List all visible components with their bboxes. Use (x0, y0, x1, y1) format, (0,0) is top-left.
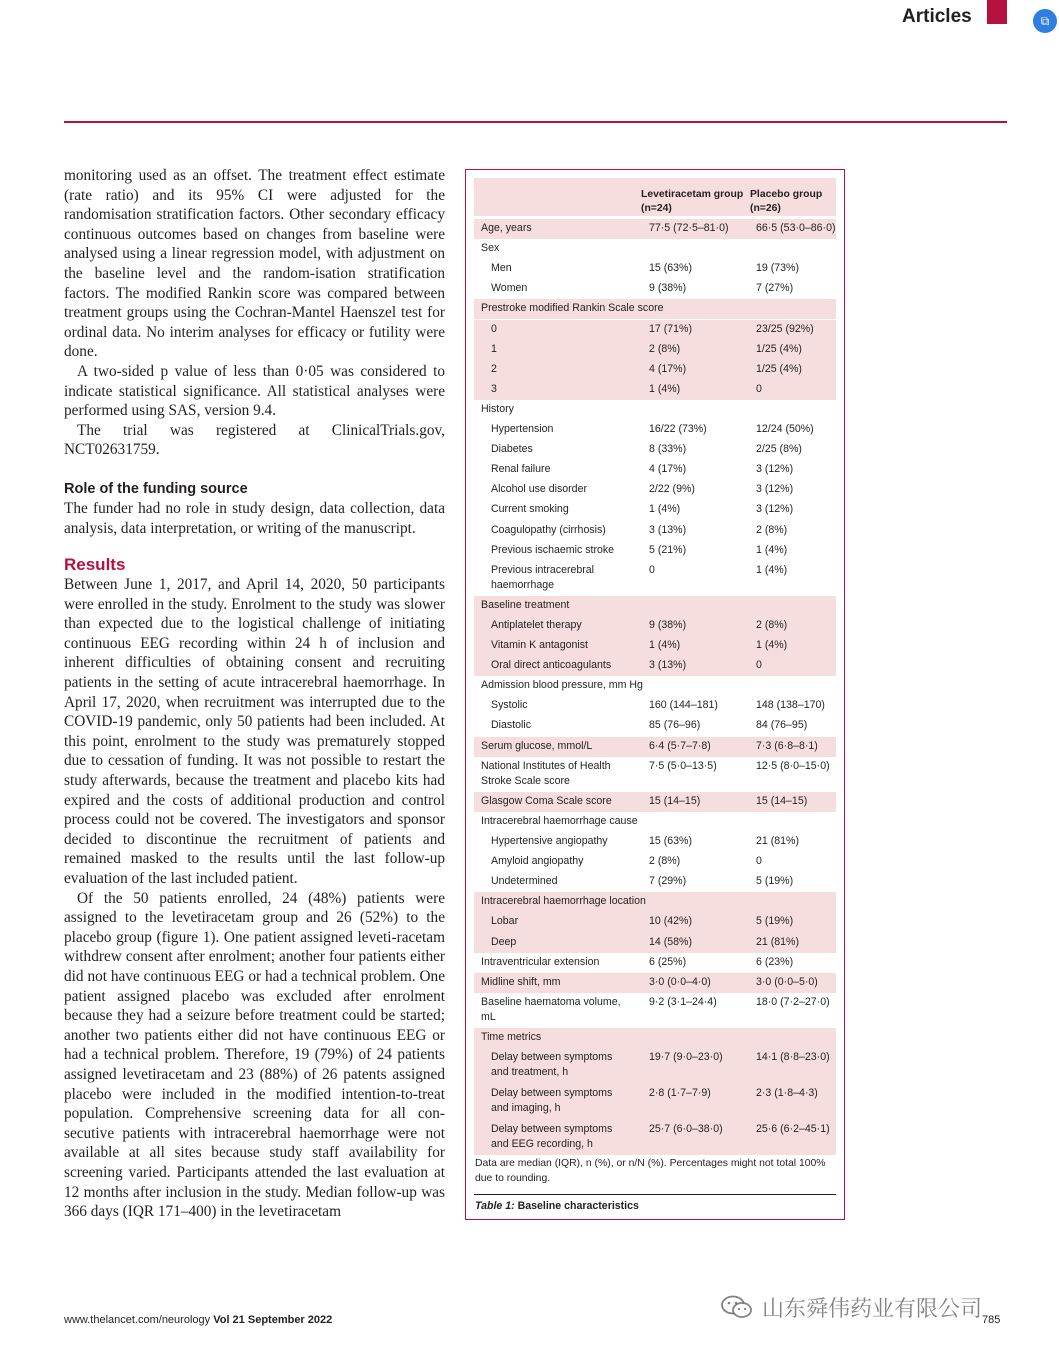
cell-placebo: 21 (81%) (756, 835, 799, 848)
header-rule (64, 121, 1007, 123)
row-label: Deep (491, 935, 517, 948)
cell-levetiracetam: 9·2 (3·1–24·4) (649, 995, 717, 1008)
cell-levetiracetam: 1 (4%) (649, 382, 681, 395)
row-label: Current smoking (491, 503, 569, 516)
row-label: Renal failure (491, 463, 551, 476)
cell-placebo: 3 (12%) (756, 483, 794, 496)
cell-placebo: 1 (4%) (756, 639, 788, 652)
cell-placebo: 2 (8%) (756, 523, 788, 536)
cell-levetiracetam: 2 (8%) (649, 855, 681, 868)
table-header (474, 178, 836, 216)
row-label: Alcohol use disorder (491, 483, 587, 496)
row-label: Undetermined (491, 875, 558, 888)
cell-levetiracetam: 4 (17%) (649, 463, 687, 476)
row-label: Time metrics (481, 1031, 542, 1044)
cell-levetiracetam: 3·0 (0·0–4·0) (649, 975, 711, 988)
row-label: Systolic (491, 699, 528, 712)
table-row (474, 872, 836, 892)
row-label: Hypertension (491, 423, 554, 435)
table-row (474, 1084, 836, 1120)
row-label: Intracerebral haemorrhage location (481, 895, 646, 908)
cell-placebo: 23/25 (92%) (756, 322, 814, 335)
section-label: Articles (902, 6, 972, 27)
watermark-text: 山东舜伟药业有限公司 (762, 1296, 983, 1322)
cell-levetiracetam: 3 (13%) (649, 523, 687, 536)
cell-placebo: 3·0 (0·0–5·0) (756, 975, 818, 988)
row-label: 1 (491, 342, 497, 355)
cell-placebo: 1/25 (4%) (756, 362, 802, 375)
table-row (474, 420, 836, 440)
table-row (474, 500, 836, 520)
cell-levetiracetam: 17 (71%) (649, 322, 692, 335)
cell-levetiracetam: 1 (4%) (649, 639, 681, 652)
row-label: Diastolic (491, 719, 532, 732)
cell-levetiracetam: 6·4 (5·7–7·8) (649, 739, 711, 752)
column-header-placebo: Placebo group (n=26) (750, 189, 823, 214)
row-label: Previous ischaemic stroke (491, 543, 615, 556)
table-row (474, 360, 836, 380)
row-label: Delay between symptoms and treatment, h (491, 1051, 613, 1079)
cell-placebo: 6 (23%) (756, 955, 794, 968)
journal-volume: Vol 21 (213, 1314, 245, 1326)
cell-placebo: 1 (4%) (756, 563, 788, 576)
cell-levetiracetam: 7 (29%) (649, 875, 687, 888)
page-footer (64, 1314, 332, 1326)
row-label: Hypertensive angiopathy (491, 835, 608, 848)
cell-levetiracetam: 8 (33%) (649, 443, 687, 456)
cell-placebo: 21 (81%) (756, 935, 799, 948)
row-label: History (481, 402, 514, 415)
journal-date: September 2022 (247, 1314, 333, 1326)
row-label: Glasgow Coma Scale score (481, 794, 612, 807)
cell-levetiracetam: 15 (14–15) (649, 794, 701, 807)
table-row (474, 279, 836, 299)
table-row (474, 933, 836, 953)
cell-placebo: 12/24 (50%) (756, 423, 814, 435)
paragraph-results-2: Of the 50 patients enrolled, 24 (48%) patients were assigned to the levetiracetam group and 26 (52%) to the placebo group (figure 1). One patient assigned leveti-racetam withdrew consent after enrolment; another four patients either did not have continuous EEG or had a technical problem. One patient assigned placebo was excluded after enrolment because they had a seizure before treatment could be started; another two patients either did not have continuous EEG or had a technical problem. Therefore, 19 (79%) of 24 patients assigned levetiracetam and 23 (88%) of 26 patents assigned placebo were included in the modified intention-to-treat population. Comprehensive screening data for all con-secutive patients with intracerebral haemorrhage were not available at all sites because study staff availability for screening varied. Participants attended the last evaluation at 12 months after inclusion in the study. Median follow-up was 366 days (IQR 171–400) in the levetiracetam (64, 889, 445, 1221)
cell-levetiracetam: 16/22 (73%) (649, 423, 707, 435)
cell-placebo: 2 (8%) (756, 618, 788, 631)
cell-placebo: 0 (756, 659, 762, 672)
cell-placebo: 19 (73%) (756, 262, 799, 275)
table-caption-rule (474, 1194, 836, 1195)
page-number: 785 (982, 1314, 1001, 1326)
row-label: Intracerebral haemorrhage cause (481, 814, 638, 827)
cell-levetiracetam: 2·8 (1·7–7·9) (649, 1086, 711, 1099)
paragraph-statistics-2: A two-sided p value of less than 0·05 was considered to indicate statistical significance. All statistical analyses were performed using SAS, version 9.4. (64, 362, 445, 420)
cell-placebo: 25·6 (6·2–45·1) (756, 1122, 830, 1135)
table-row (474, 299, 836, 319)
table-row (474, 792, 836, 812)
watermark (720, 1290, 1030, 1324)
row-label: Vitamin K antagonist (491, 639, 588, 652)
row-label: Age, years (481, 222, 532, 234)
row-label: Baseline treatment (481, 598, 570, 611)
baseline-table (465, 169, 845, 1220)
cell-levetiracetam: 160 (144–181) (649, 699, 718, 712)
table-row (474, 696, 836, 716)
table-row (474, 320, 836, 340)
cell-placebo: 0 (756, 382, 762, 395)
cell-levetiracetam: 2/22 (9%) (649, 483, 695, 496)
cell-placebo: 1 (4%) (756, 543, 788, 556)
row-label: Lobar (491, 915, 519, 928)
table-row (474, 219, 836, 239)
heading-funding: Role of the funding source (64, 480, 248, 497)
table-row (474, 460, 836, 480)
cell-placebo: 12·5 (8·0–15·0) (756, 759, 830, 772)
cell-levetiracetam: 1 (4%) (649, 503, 681, 516)
cell-levetiracetam: 14 (58%) (649, 935, 692, 948)
row-label: Intraventricular extension (481, 955, 600, 968)
table-row (474, 737, 836, 757)
cell-levetiracetam: 10 (42%) (649, 915, 692, 928)
cell-levetiracetam: 7·5 (5·0–13·5) (649, 759, 717, 772)
row-label: 0 (491, 322, 497, 335)
cell-levetiracetam: 3 (13%) (649, 659, 687, 672)
cell-levetiracetam: 2 (8%) (649, 342, 681, 355)
row-label: Amyloid angiopathy (491, 855, 584, 868)
cell-placebo: 5 (19%) (756, 915, 794, 928)
table-row (474, 596, 836, 616)
cell-placebo: 3 (12%) (756, 503, 794, 516)
section-tab-marker (987, 0, 1007, 24)
cell-levetiracetam: 9 (38%) (649, 282, 687, 295)
row-label: Sex (481, 242, 500, 255)
table-row (474, 812, 836, 832)
cell-placebo: 2/25 (8%) (756, 443, 802, 456)
paragraph-registration: The trial was registered at ClinicalTrials.gov, NCT02631759. (64, 421, 445, 459)
cell-levetiracetam: 19·7 (9·0–23·0) (649, 1051, 723, 1064)
row-label: National Institutes of Health Stroke Scale score (481, 759, 611, 787)
row-label: Oral direct anticoagulants (491, 659, 612, 672)
cell-placebo: 5 (19%) (756, 875, 794, 888)
cell-levetiracetam: 15 (63%) (649, 262, 692, 275)
row-label: Antiplatelet therapy (491, 618, 582, 631)
row-label: Admission blood pressure, mm Hg (481, 679, 643, 692)
table-row (474, 676, 836, 696)
table-row (474, 480, 836, 500)
cell-levetiracetam: 77·5 (72·5–81·0) (649, 222, 729, 234)
table-row (474, 521, 836, 541)
table-caption-text: Baseline characteristics (517, 1200, 639, 1212)
row-label: Delay between symptoms and imaging, h (491, 1086, 613, 1114)
cell-placebo: 15 (14–15) (756, 794, 808, 807)
cell-levetiracetam: 0 (649, 563, 655, 576)
heading-results: Results (64, 555, 126, 575)
cell-levetiracetam: 5 (21%) (649, 543, 687, 556)
table-row (474, 561, 836, 596)
row-label: Men (491, 262, 512, 275)
cell-placebo: 66·5 (53·0–86·0) (756, 222, 836, 234)
table-row (474, 973, 836, 993)
table-row (474, 1120, 836, 1156)
row-label: Baseline haematoma volume, mL (481, 995, 621, 1023)
cell-placebo: 18·0 (7·2–27·0) (756, 995, 830, 1008)
table-row (474, 716, 836, 736)
cell-levetiracetam: 9 (38%) (649, 618, 687, 631)
table-row (474, 259, 836, 279)
cell-levetiracetam: 4 (17%) (649, 362, 687, 375)
cell-levetiracetam: 85 (76–96) (649, 719, 701, 732)
table-row (474, 993, 836, 1028)
cell-placebo: 7 (27%) (756, 282, 794, 295)
cell-levetiracetam: 25·7 (6·0–38·0) (649, 1122, 723, 1135)
column-header-levetiracetam: Levetiracetam group (n=24) (641, 189, 744, 214)
table-row (474, 1028, 836, 1048)
row-label: Coagulopathy (cirrhosis) (491, 523, 606, 536)
table-row (474, 953, 836, 973)
row-label: Delay between symptoms and EEG recording, h (491, 1122, 613, 1150)
wechat-icon (720, 1295, 754, 1319)
cell-levetiracetam: 15 (63%) (649, 835, 692, 848)
table-row (474, 239, 836, 259)
row-label: 3 (491, 382, 497, 395)
cell-placebo: 148 (138–170) (756, 699, 825, 712)
table-row (474, 616, 836, 636)
table-row (474, 656, 836, 676)
cell-placebo: 3 (12%) (756, 463, 794, 476)
translate-icon[interactable]: ⧉ (1033, 9, 1057, 33)
table-row (474, 757, 836, 792)
row-label: Previous intracerebral haemorrhage (491, 563, 595, 591)
journal-url[interactable]: www.thelancet.com/neurology (64, 1314, 211, 1326)
cell-placebo: 14·1 (8·8–23·0) (756, 1051, 830, 1064)
row-label: Women (491, 282, 528, 295)
table-row (474, 892, 836, 912)
paragraph-statistics-1: monitoring used as an offset. The treatment effect estimate (rate ratio) and its 95% CI were adjusted for the randomisation stratification factors. Other secondary efficacy continuous outcomes based on changes from baseline were analysed using a linear regression model, with adjustment on the baseline level and the random-isation stratification factors. The modified Rankin score was compared between treatment groups using the Cochran-Mantel Haenszel test for ordinal data. No interim analyses for efficacy or futility were done. (64, 167, 445, 361)
table-footnote: Data are median (IQR), n (%), or n/N (%). Percentages might not total 100% due to rounding. (475, 1158, 826, 1184)
table-row (474, 541, 836, 561)
table-caption (475, 1200, 639, 1212)
body-column (64, 166, 445, 1222)
paragraph-funding: The funder had no role in study design, data collection, data analysis, data interpretation, or writing of the manuscript. (64, 499, 445, 537)
table-caption-label: Table 1: (475, 1200, 515, 1212)
cell-placebo: 84 (76–95) (756, 719, 808, 732)
cell-placebo: 7·3 (6·8–8·1) (756, 739, 818, 752)
row-label: Prestroke modified Rankin Scale score (481, 302, 664, 315)
row-label: Midline shift, mm (481, 975, 561, 988)
table-row (474, 832, 836, 852)
table-row (474, 440, 836, 460)
row-label: Serum glucose, mmol/L (481, 739, 593, 752)
paragraph-results-1: Between June 1, 2017, and April 14, 2020, 50 participants were enrolled in the study. Enrolment to the study was slower than expected due to the logistical challenge of initiating continuous EEG recording within 24 h of inclusion and inherent difficulties of obtaining consent and recruiting patients in the setting of acute intracerebral haemorrhage. In April 17, 2020, when recruitment was interrupted due to the COVID-19 pandemic, only 50 patients had been included. At this point, enrolment to the study was prematurely stopped due to cessation of funding. It was not possible to restart the study afterwards, because the treatment and placebo kits had expired and the costs of additional production and control process could not be covered. The investigators and sponsor decided to discontinue the recruitment of patients and remained masked to the results until the last follow-up evaluation of the last included patient. (64, 576, 445, 887)
cell-placebo: 1/25 (4%) (756, 342, 802, 355)
table-row (474, 636, 836, 656)
cell-placebo: 0 (756, 855, 762, 868)
table-row (474, 912, 836, 932)
table-row (474, 1048, 836, 1084)
table-row (474, 852, 836, 872)
cell-levetiracetam: 6 (25%) (649, 955, 687, 968)
table-row (474, 380, 836, 400)
table-row (474, 340, 836, 360)
table-row (474, 400, 836, 420)
cell-placebo: 2·3 (1·8–4·3) (756, 1086, 818, 1099)
row-label: 2 (491, 362, 497, 375)
row-label: Diabetes (491, 443, 533, 456)
